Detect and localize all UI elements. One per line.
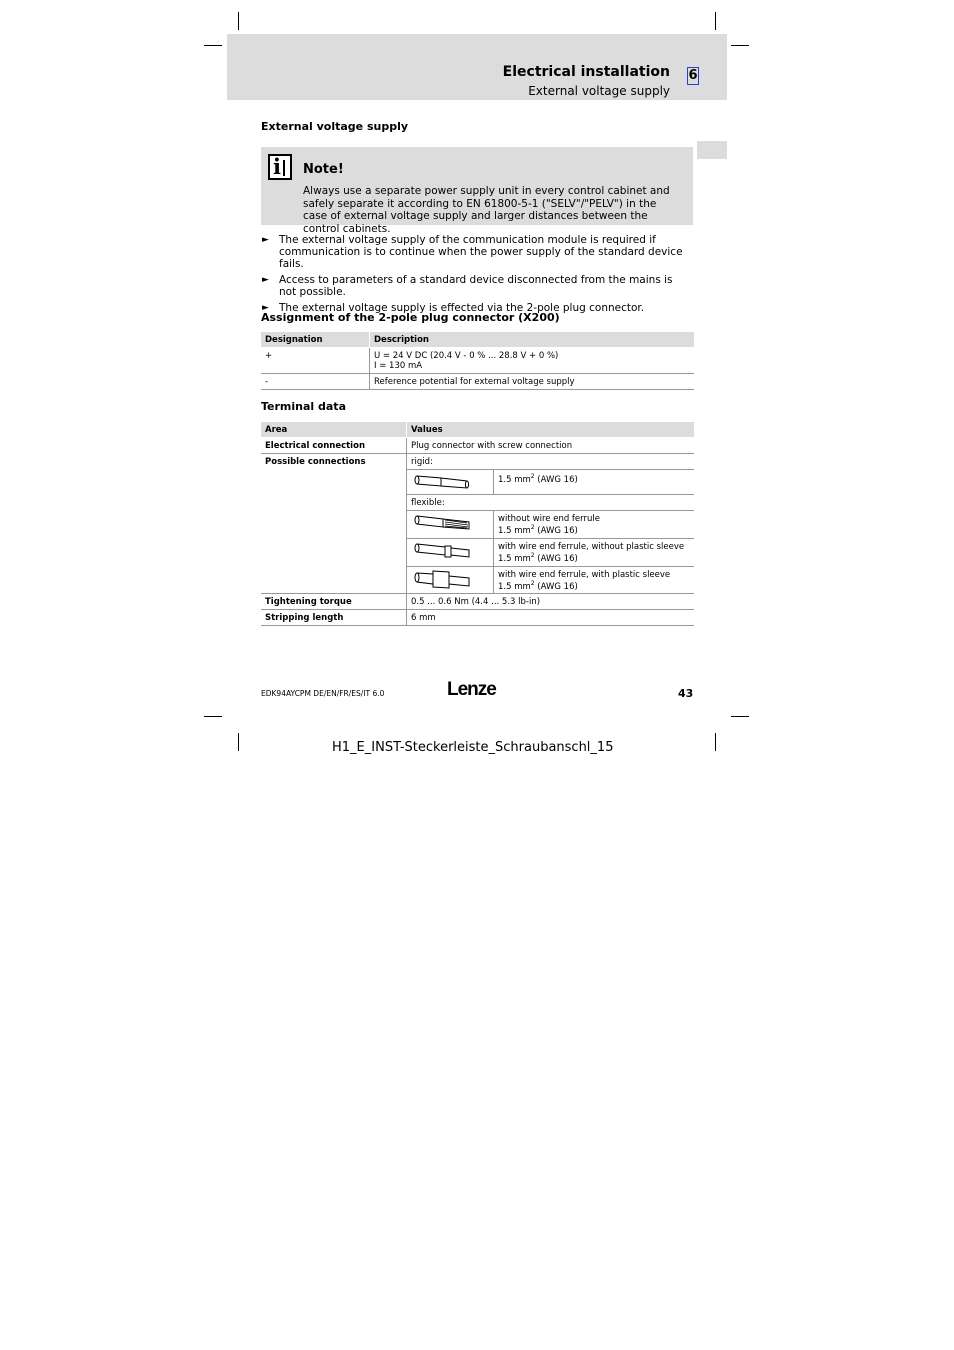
note-title: Note!	[303, 162, 344, 177]
arrow-icon: ►	[262, 275, 269, 285]
arrow-icon: ►	[262, 303, 269, 313]
table-row	[261, 454, 694, 470]
crop-mark	[731, 45, 749, 46]
description-cell: Reference potential for external voltage supply	[369, 374, 694, 390]
crop-mark	[715, 733, 716, 751]
bullet-list	[261, 234, 693, 318]
wire-image-cell	[406, 511, 493, 539]
designation-cell: -	[261, 374, 369, 390]
value-cell: with wire end ferrule, with plastic sleeve 1.5 $mm^2$ (AWG 16)	[493, 567, 694, 595]
crop-mark	[238, 733, 239, 751]
value-cell: with wire end ferrule, without plastic sleeve 1.5 $mm^2$ (AWG 16)	[493, 539, 694, 567]
value-cell: 1.5 $mm^2$ (AWG 16)	[493, 470, 694, 495]
area-cell: Tightening torque	[261, 594, 406, 610]
page-number: 43	[678, 687, 694, 700]
value-cell: 0.5 ... 0.6 Nm (4.4 ... 5.3 lb-in)	[406, 594, 694, 610]
arrow-icon: ►	[262, 235, 269, 245]
chapter-title: Electrical installation	[502, 64, 670, 80]
section-title: External voltage supply	[261, 120, 409, 133]
table-row	[261, 374, 694, 390]
crop-mark	[715, 12, 716, 30]
crop-mark	[238, 12, 239, 30]
col-header: Area	[261, 422, 406, 438]
table-row	[261, 348, 694, 374]
description-cell: U = 24 V DC (20.4 V - 0 % ... 28.8 V + 0 %) I = 130 mA	[369, 348, 694, 374]
info-icon: i	[268, 154, 292, 180]
lenze-logo: Lenze	[447, 679, 496, 700]
designation-cell: +	[261, 348, 369, 374]
list-item: ► The external voltage supply is effected via the 2-pole plug connector.	[262, 302, 645, 314]
area-cell: Stripping length	[261, 610, 406, 626]
value-cell: 6 mm	[406, 610, 694, 626]
sleeved-ferrule-wire-icon	[411, 569, 473, 591]
note-text: Always use a separate power supply unit in every control cabinet and safely separate it according to EN 61800-5-1 ("SELV"/"PELV") in the case of external voltage supply and larger distances between the control cabinets.	[303, 185, 670, 235]
terminal-table	[261, 422, 694, 626]
chapter-side-tab	[697, 141, 727, 159]
value-cell: without wire end ferrule 1.5 $mm^2$ (AWG 16)	[493, 511, 694, 539]
crop-mark	[204, 45, 222, 46]
file-name: H1_E_INST-Steckerleiste_Schraubanschl_15	[332, 740, 614, 755]
col-header: Designation	[261, 332, 369, 348]
crop-mark	[731, 716, 749, 717]
wire-image-cell	[406, 567, 493, 595]
assignment-title: Assignment of the 2-pole plug connector (X200)	[261, 311, 560, 324]
chapter-subtitle: External voltage supply	[528, 84, 670, 98]
value-cell: Plug connector with screw connection	[406, 438, 694, 454]
chapter-number: 6	[688, 68, 698, 83]
value-cell: flexible:	[406, 495, 694, 511]
area-cell: Possible connections	[261, 454, 406, 594]
table-row	[261, 594, 694, 610]
assignment-table	[261, 332, 694, 390]
terminal-title: Terminal data	[261, 400, 346, 413]
value-cell: rigid:	[406, 454, 694, 470]
table-row	[261, 610, 694, 626]
crop-mark	[204, 716, 222, 717]
area-cell: Electrical connection	[261, 438, 406, 454]
wire-image-cell	[406, 470, 493, 495]
wire-image-cell	[406, 539, 493, 567]
table-row	[261, 438, 694, 454]
list-item: ► The external voltage supply of the communication module is required if communication is to continue when the power supply of the standard device fails.	[262, 234, 683, 270]
ferrule-wire-icon	[411, 541, 473, 561]
document-code: EDK94AYCPM DE/EN/FR/ES/IT 6.0	[261, 689, 385, 698]
col-header: Values	[406, 422, 694, 438]
col-header: Description	[369, 332, 694, 348]
rigid-wire-icon	[411, 472, 473, 492]
list-item: ► Access to parameters of a standard device disconnected from the mains is not possible.	[262, 274, 673, 298]
stranded-wire-icon	[411, 513, 473, 533]
